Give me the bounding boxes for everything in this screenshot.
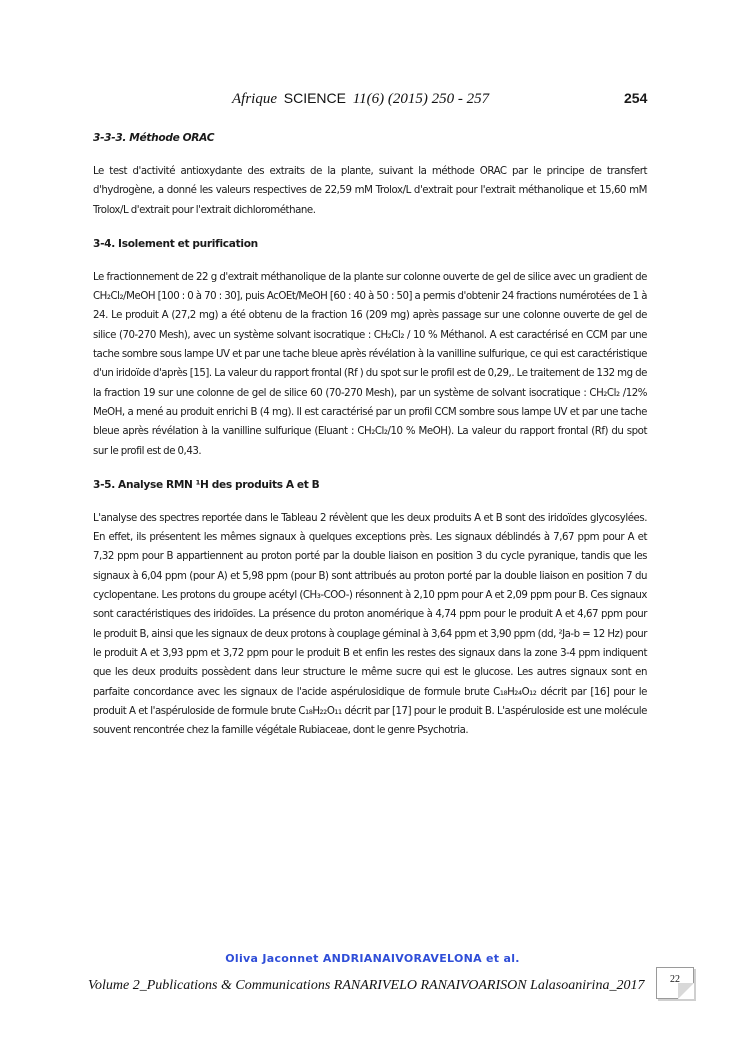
- footer-volume: Volume 2_Publications & Communications RANARIVELO RANAIVOARISON Lalasoanirina_2017: [88, 978, 645, 993]
- paragraph-rmn: L'analyse des spectres reportée dans le Tableau 2 révèlent que les deux produits A et B sont des iridoïdes glycosylées. En effet, ils présentent les mêmes signaux à quelques exceptions près. Les signaux déblindés à 7,67 ppm pour A et 7,32 ppm pour B appartiennent au proton porté par la double liaison en position 3 du cycle pyranique, tandis que les signaux à 6,04 ppm (pour A) et 5,98 ppm (pour B) sont attribués au proton porté par la double liaison en position 7 du cyclopentane. Les protons du groupe acétyl (CH₃-COO-) résonnent à 2,10 ppm pour A et 2,09 ppm pour B. Ces signaux sont caractéristiques des iridoïdes. La présence du proton anomérique à 4,74 ppm pour le produit A et 4,67 ppm pour le produit B, ainsi que les signaux de deux protons à couplage géminal à 3,64 ppm et 3,90 ppm (dd, ²Ja-b = 12 Hz) pour le produit A et 3,93 ppm et 3,72 ppm pour le produit B et enfin les restes des signaux dans la zone 3-4 ppm indiquent que les deux produits possèdent dans leur structure le même sucre qui est le glucose. Les autres signaux sont en parfaite concordance avec les signaux de l'acide aspérulosidique de formule brute C₁₈H₂₄O₁₂ décrit par [16] pour le produit A et l'aspéruloside de formule brute C₁₈H₂₂O₁₁ décrit par [17] pour le produit B. L'aspéruloside est une molécule souvent rencontrée chez la famille végétale Rubiaceae, dont le genre Psychotria.: [93, 512, 647, 737]
- paragraph-orac: Le test d'activité antioxydante des extraits de la plante, suivant la méthode ORAC par le principe de transfert d'hydrogène, a donné les valeurs respectives de 22,59 mM Trolox/L d'extrait pour l'extrait méthanolique et 15,60 mM Trolox/L d'extrait pour l'extrait dichlorométhane.: [93, 166, 647, 216]
- paragraph-isolement: Le fractionnement de 22 g d'extrait méthanolique de la plante sur colonne ouverte de gel de silice avec un gradient de CH₂Cl₂/MeOH [100 : 0 à 70 : 30], puis AcOEt/MeOH [60 : 40 à 50 : 50] a permis d'obtenir 24 fractions numérotées de 1 à 24. Le produit A (27,2 mg) a été obtenu de la fraction 16 (209 mg) après passage sur une colonne ouverte de gel de silice (70-270 Mesh), avec un système solvant isocratique : CH₂Cl₂ / 10 % Méthanol. A est caractérisé en CCM par une tache sombre sous lampe UV et par une tache bleue après révélation à la vanilline sulfurique, ce qui est caractéristique d'un iridoïde d'après [15]. La valeur du rapport frontal (Rf ) du spot sur le profil est de 0,29,. Le traitement de 132 mg de la fraction 19 sur une colonne de gel de silice 60 (70-270 Mesh), par un système de solvant isocratique : CH₂Cl₂ /12% MeOH, a mené au produit enrichi B (4 mg). Il est caractérisé par un profil CCM sombre sous lampe UV et par une tache bleue après révélation à la vanilline sulfurique (Eluant : CH₂Cl₂/10 % MeOH). La valeur du rapport frontal (Rf) du spot sur le profil est de 0,43.: [93, 271, 647, 457]
- article-body: [93, 129, 647, 740]
- journal-citation: [232, 90, 489, 108]
- journal-reference: 11(6) (2015) 250 - 257: [352, 91, 490, 107]
- section-heading-rmn: 3-5. Analyse RMN ¹H des produits A et B: [93, 478, 320, 491]
- page-curl-icon: [678, 983, 694, 999]
- page-number: 254: [624, 90, 648, 106]
- page-badge: [656, 967, 694, 999]
- section-heading-isolement: 3-4. Isolement et purification: [93, 237, 258, 250]
- footer-author: Oliva Jaconnet ANDRIANAIVORAVELONA et al.: [225, 952, 520, 965]
- section-heading-orac: 3-3-3. Méthode ORAC: [93, 132, 215, 144]
- journal-italic: Afrique: [232, 91, 277, 107]
- running-header: [0, 90, 745, 110]
- page-badge-number: 22: [670, 974, 680, 985]
- journal-name: SCIENCE: [283, 90, 346, 106]
